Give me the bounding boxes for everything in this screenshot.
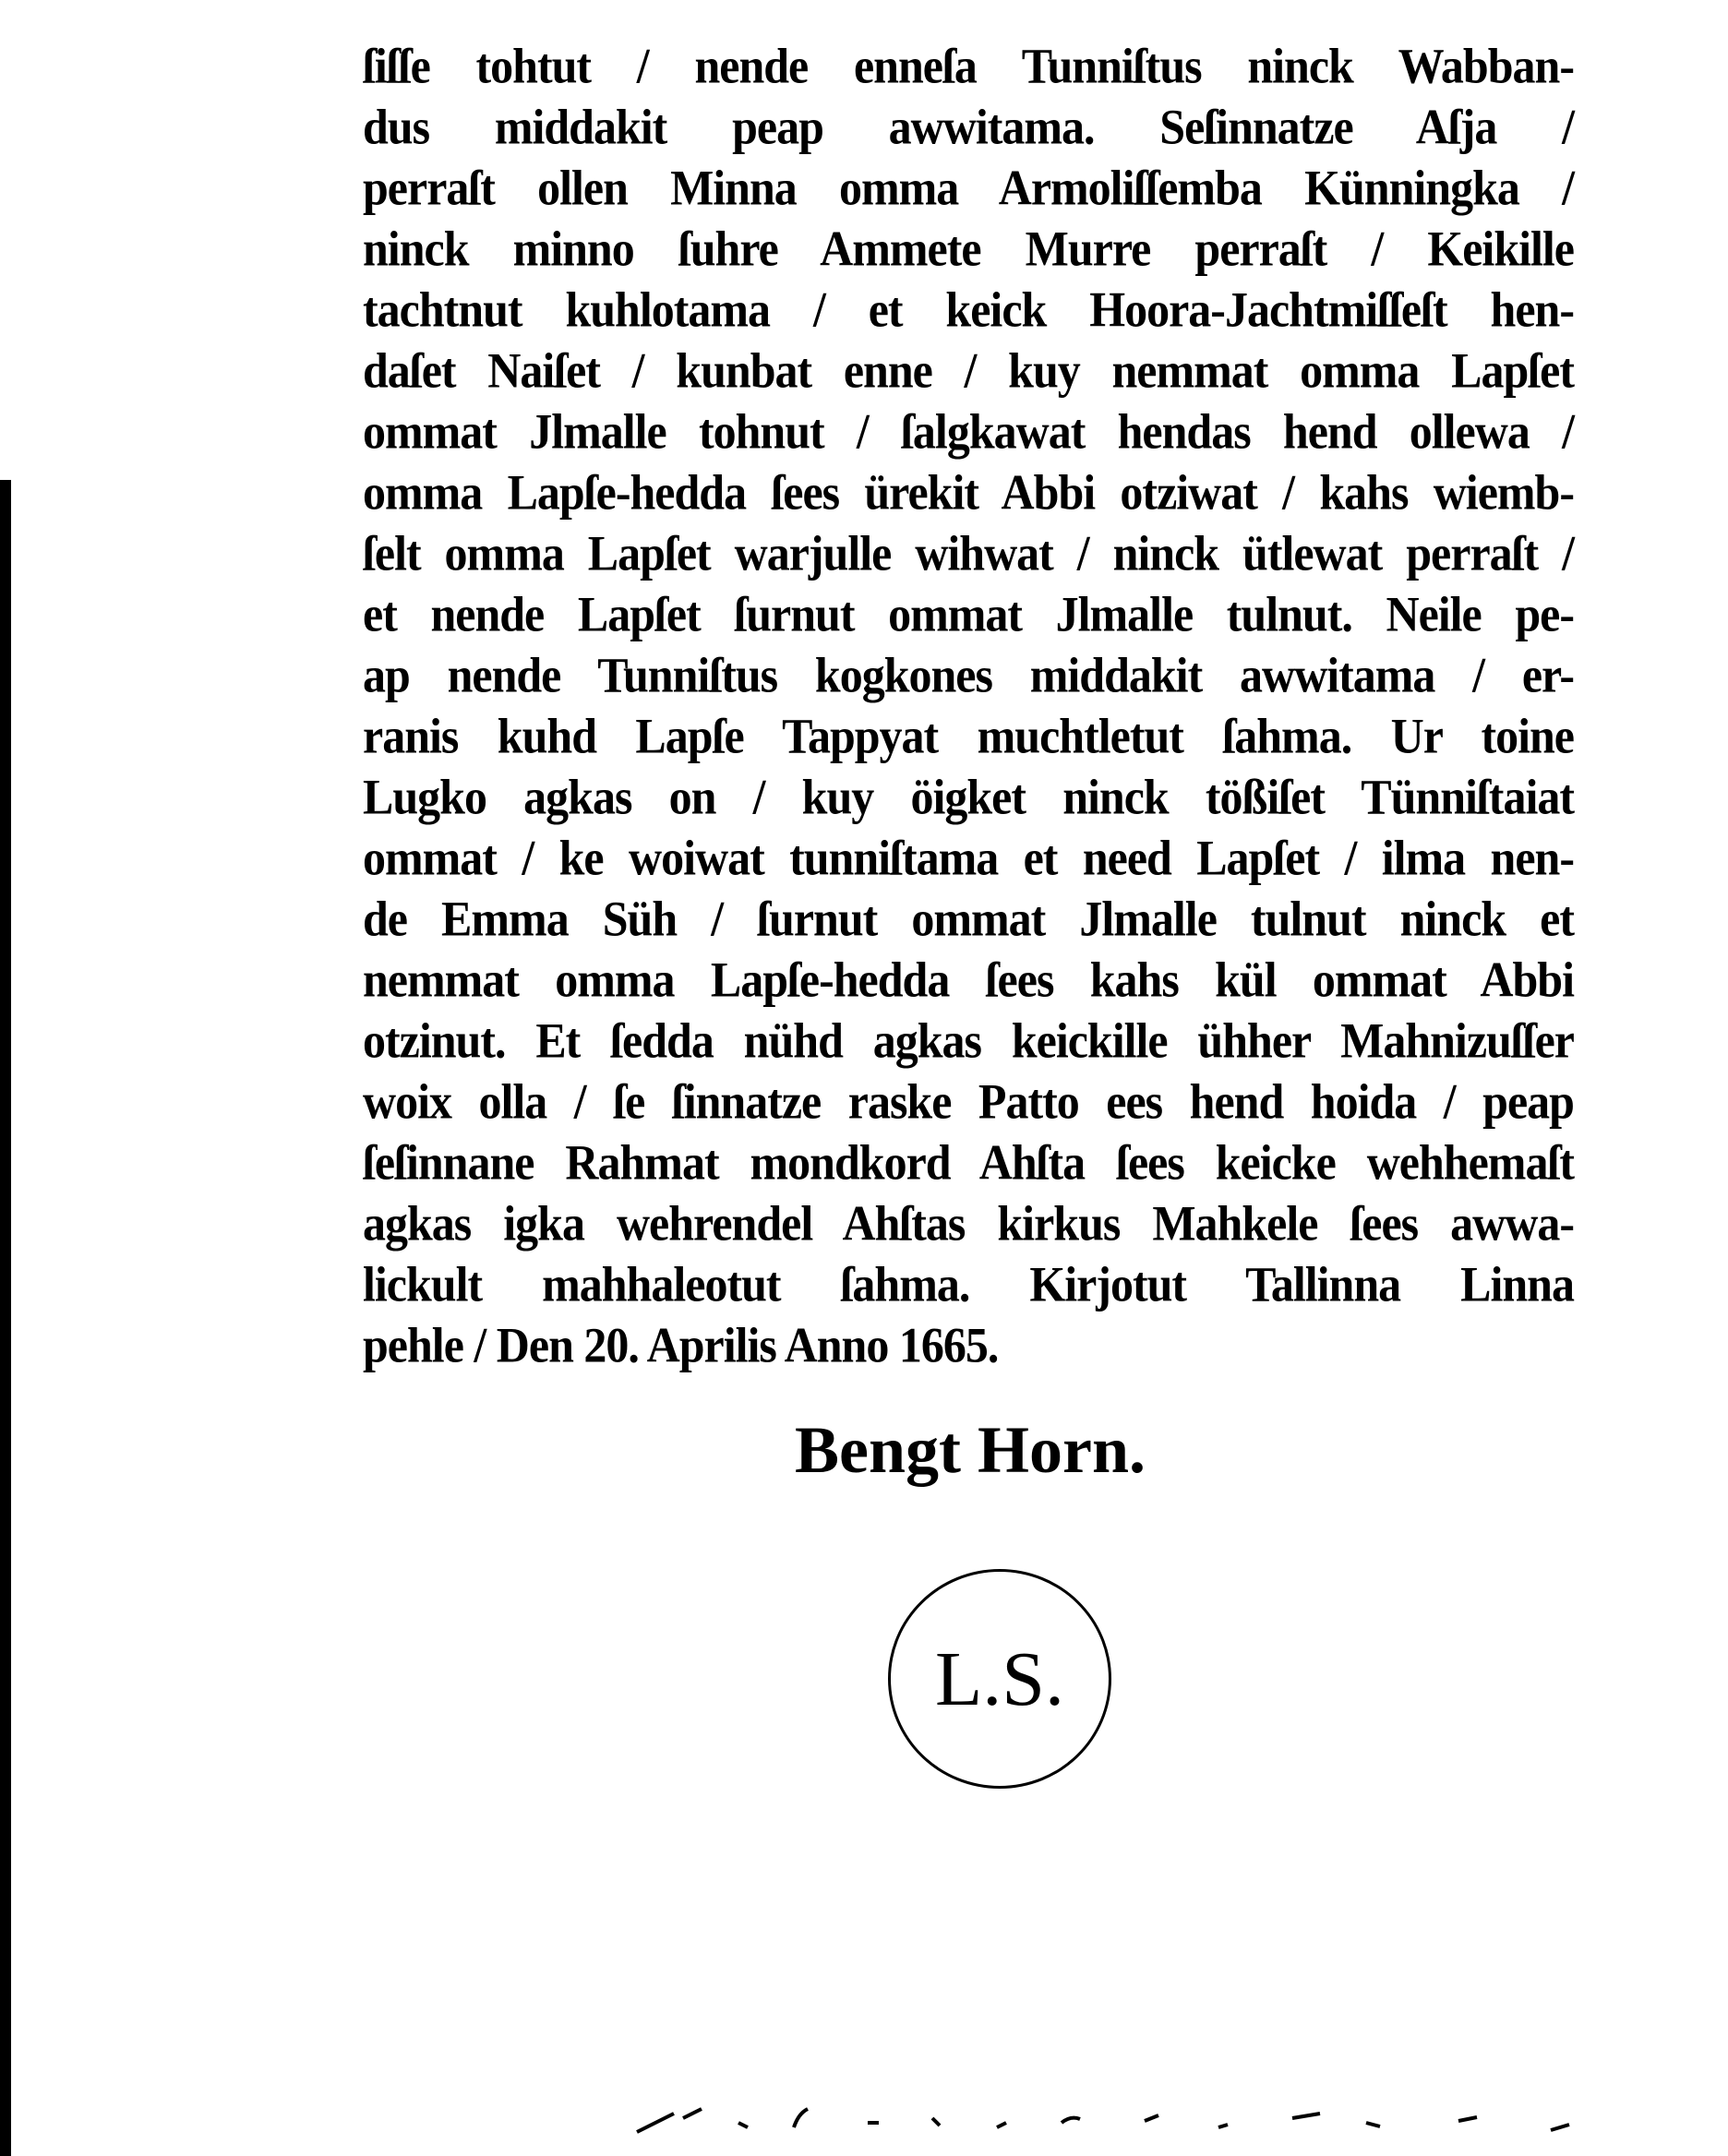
text-line: agkas igka wehrendel Ahſtas kirkus Mahkele ſees awwa-: [363, 1194, 1574, 1252]
ink-marks: [628, 2095, 1643, 2150]
text-line: woix olla / ſe ſinnatze raske Patto ees hend hoida / peap: [363, 1072, 1574, 1130]
text-line: ommat / ke woiwat tunniſtama et need Lapſet / ilma nen-: [363, 829, 1574, 886]
text-line: dus middakit peap awwitama. Seſinnatze Aſja /: [363, 98, 1574, 155]
text-line: omma Lapſe-hedda ſees ürekit Abbi otziwat / kahs wiemb-: [363, 463, 1574, 521]
text-line: ſeſinnane Rahmat mondkord Ahſta ſees keicke wehhemaſt: [363, 1133, 1574, 1191]
text-line: ſiſſe tohtut / nende enneſa Tunniſtus ninck Wabban-: [363, 37, 1574, 94]
seal-locus-sigilli: [888, 1569, 1111, 1789]
seal-text: L.S.: [934, 1635, 1065, 1722]
signature: Bengt Horn.: [794, 1413, 1146, 1487]
text-line: ſelt omma Lapſet warjulle wihwat / ninck ütlewat perraſt /: [363, 524, 1574, 581]
text-line: ranis kuhd Lapſe Tappyat muchtletut ſahma. Ur toine: [363, 707, 1574, 764]
text-line: lickult mahhaleotut ſahma. Kirjotut Tallinna Linna: [363, 1255, 1574, 1312]
text-line: tachtnut kuhlotama / et keick Hoora-Jachtmiſſeſt hen-: [363, 281, 1574, 338]
text-line: de Emma Süh / ſurnut ommat Jlmalle tulnut ninck et: [363, 890, 1574, 947]
text-line: ap nende Tunniſtus kogkones middakit awwitama / er-: [363, 646, 1574, 703]
text-line: ommat Jlmalle tohnut / ſalgkawat hendas hend ollewa /: [363, 402, 1574, 460]
text-line: otzinut. Et ſedda nühd agkas keickille ühher Mahnizuſſer: [363, 1012, 1574, 1069]
text-line: Lugko agkas on / kuy öigket ninck tößiſet Tünniſtaiat: [363, 768, 1574, 825]
scan-page-edge: [0, 480, 11, 2156]
text-line: perraſt ollen Minna omma Armoliſſemba Künningka /: [363, 159, 1574, 216]
document-body: [363, 35, 1574, 1375]
text-line-date: pehle / Den 20. Aprilis Anno 1665.: [363, 1316, 999, 1373]
text-line: et nende Lapſet ſurnut ommat Jlmalle tulnut. Neile pe-: [363, 585, 1574, 642]
text-line: ninck minno ſuhre Ammete Murre perraſt / Keikille: [363, 220, 1574, 277]
text-line: nemmat omma Lapſe-hedda ſees kahs kül ommat Abbi: [363, 951, 1574, 1008]
text-line: daſet Naiſet / kunbat enne / kuy nemmat omma Lapſet: [363, 341, 1574, 399]
